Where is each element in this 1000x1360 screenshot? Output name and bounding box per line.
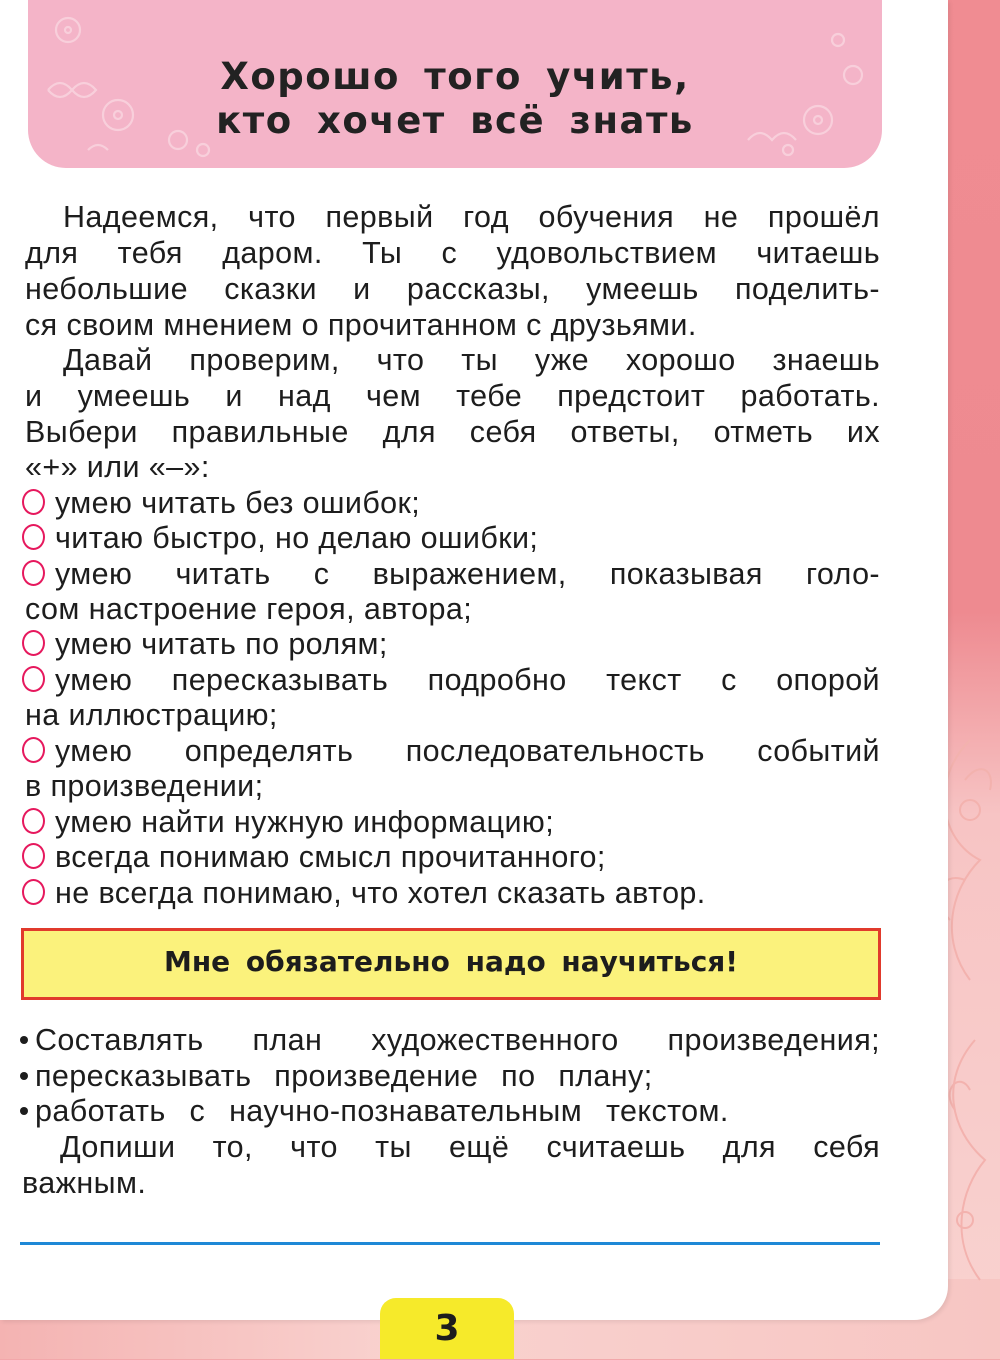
checklist-item: не всегда понимаю, что хотел сказать автор. [55,876,706,910]
checklist-item: умею читать с выражением, показывая голо- [55,557,880,591]
closing-line: Допиши то, что ты ещё считаешь для себя [60,1130,880,1164]
page-title-line1: Хорошо того учить, [220,55,690,98]
checklist-item: умею определять последовательность событий [55,734,880,768]
bullet-icon [20,1072,28,1080]
checkbox-circle[interactable] [22,489,45,515]
page-number-tab [380,1298,514,1359]
goal-item [20,1022,880,1058]
goal-text: работать с научно-познавательным текстом. [35,1094,729,1128]
checklist-item-continuation: в произведении; [25,769,264,803]
page-number: 3 [434,1308,460,1349]
intro-line: для тебя даром. Ты с удовольствием читаешь [25,236,880,270]
checkbox-circle[interactable] [22,808,45,834]
task-line: Давай проверим, что ты уже хорошо знаешь [63,343,880,377]
task-line: и умеешь и над чем тебе предстоит работать. [25,379,880,413]
checklist-item: умею читать по ролям; [55,627,388,661]
checkbox-circle[interactable] [22,737,45,763]
page-title-line2: кто хочет всё знать [216,99,694,142]
checklist-item: умею читать без ошибок; [55,486,421,520]
checkbox-circle[interactable] [22,560,45,586]
callout-heading: Мне обязательно надо научиться! [163,945,739,978]
bullet-icon [20,1036,28,1044]
checkbox-circle[interactable] [22,630,45,656]
callout-box [21,928,881,1000]
checklist-item: всегда понимаю смысл прочитанного; [55,840,606,874]
intro-line: небольшие сказки и рассказы, умеешь поделить- [25,272,880,306]
goal-text: Составлять план художественного произведения; [35,1023,880,1057]
checkbox-circle[interactable] [22,524,45,550]
goal-text: пересказывать произведение по плану; [35,1059,653,1093]
checklist-item: читаю быстро, но делаю ошибки; [55,521,539,555]
goal-item [20,1058,880,1094]
bullet-icon [20,1107,28,1115]
checkbox-circle[interactable] [22,666,45,692]
checklist-item: умею найти нужную информацию; [55,805,555,839]
goal-item [20,1093,880,1129]
checkbox-circle[interactable] [22,843,45,869]
intro-line: ся своим мнением о прочитанном с друзьями. [25,308,697,342]
task-line: Выбери правильные для себя ответы, отметь их [25,415,880,449]
checklist-item-continuation: на иллюстрацию; [25,698,278,732]
closing-line: важным. [22,1166,147,1200]
header-banner [28,0,882,168]
task-line: «+» или «–»: [25,450,210,484]
checkbox-circle[interactable] [22,879,45,905]
answer-write-line[interactable] [20,1242,880,1245]
intro-line: Надеемся, что первый год обучения не прошёл [63,200,880,234]
checklist-item-continuation: сом настроение героя, автора; [25,592,473,626]
checklist-item: умею пересказывать подробно текст с опорой [55,663,880,697]
